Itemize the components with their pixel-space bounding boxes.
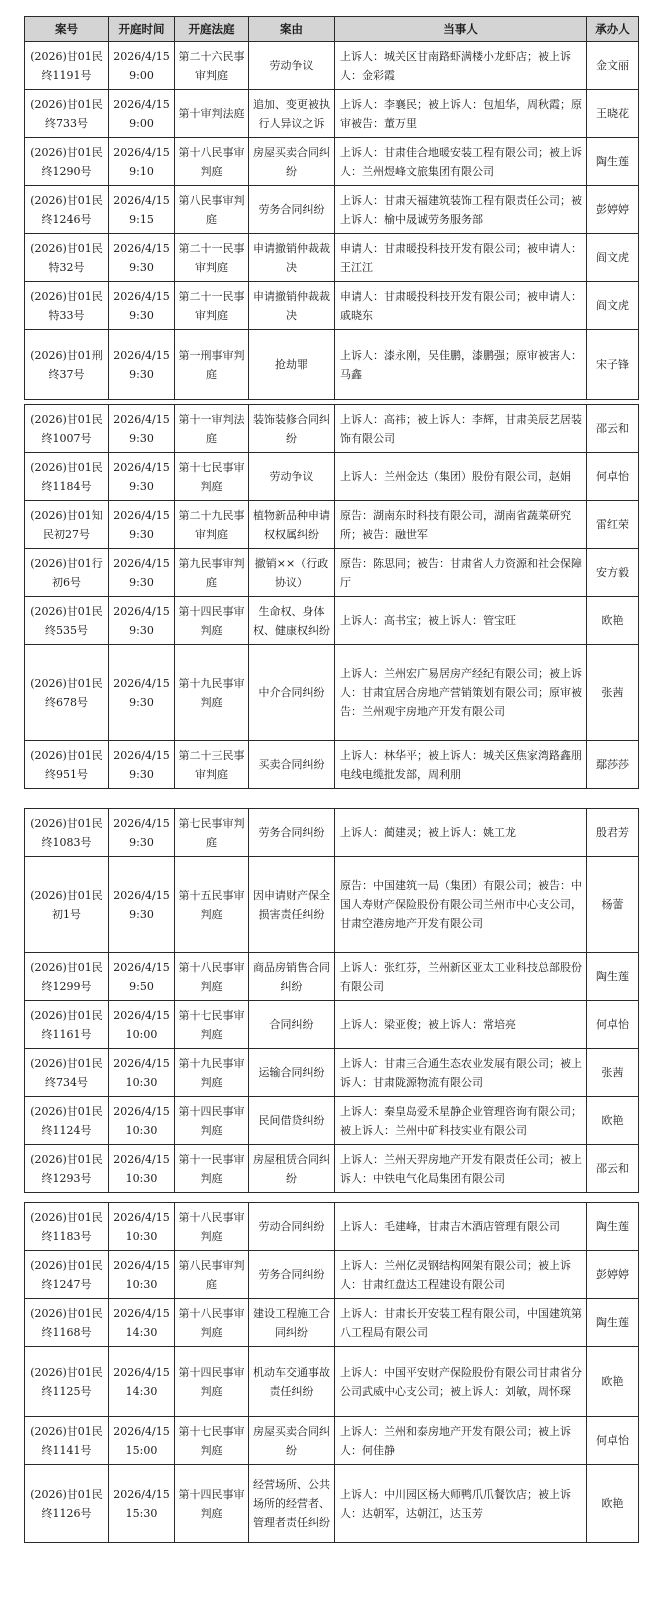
case-number-cell: (2026)甘01民终1124号 — [25, 1097, 109, 1145]
table-row — [25, 90, 639, 138]
judge-cell: 鄢莎莎 — [587, 741, 639, 789]
hearing-time-cell: 2026/4/15 10:30 — [109, 1251, 175, 1299]
courtroom-cell: 第十五民事审判庭 — [175, 857, 249, 953]
judge-cell: 雷红荣 — [587, 501, 639, 549]
parties-cell: 上诉人：高祎；被上诉人：李辉，甘肃美辰艺居装饰有限公司 — [335, 405, 587, 453]
judge-cell: 陶生莲 — [587, 138, 639, 186]
judge-cell: 欧艳 — [587, 1347, 639, 1417]
case-number-cell: (2026)甘01民初1号 — [25, 857, 109, 953]
parties-cell: 上诉人：中国平安财产保险股份有限公司甘肃省分公司武威中心支公司；被上诉人：刘敏，周怀琛 — [335, 1347, 587, 1417]
hearing-time-cell: 2026/4/15 9:15 — [109, 186, 175, 234]
case-number-cell: (2026)甘01民终1246号 — [25, 186, 109, 234]
hearing-time-cell: 2026/4/15 9:30 — [109, 645, 175, 741]
parties-cell: 上诉人：张红芬，兰州新区亚太工业科技总部股份有限公司 — [335, 953, 587, 1001]
courtroom-cell: 第二十一民事审判庭 — [175, 282, 249, 330]
case-number-cell: (2026)甘01民终734号 — [25, 1049, 109, 1097]
hearing-time-cell: 2026/4/15 9:30 — [109, 549, 175, 597]
case-number-cell: (2026)甘01民特33号 — [25, 282, 109, 330]
case-number-cell: (2026)甘01民终1007号 — [25, 405, 109, 453]
cause-cell: 房屋买卖合同纠纷 — [249, 1417, 335, 1465]
table-row — [25, 330, 639, 400]
parties-cell: 上诉人：毛建峰，甘肃吉木酒店管理有限公司 — [335, 1203, 587, 1251]
table-row — [25, 1203, 639, 1251]
parties-cell: 上诉人：城关区甘南路虾满楼小龙虾店；被上诉人：金彩霞 — [335, 42, 587, 90]
judge-cell: 殷君芳 — [587, 809, 639, 857]
cause-cell: 植物新品种申请权权属纠纷 — [249, 501, 335, 549]
case-number-cell: (2026)甘01民终1141号 — [25, 1417, 109, 1465]
judge-cell: 杨蕾 — [587, 857, 639, 953]
case-number-cell: (2026)甘01民终1191号 — [25, 42, 109, 90]
table-row — [25, 186, 639, 234]
schedule-table-section-2 — [24, 404, 639, 789]
courtroom-cell: 第十八民事审判庭 — [175, 1203, 249, 1251]
judge-cell: 阎文虎 — [587, 234, 639, 282]
header-parties: 当事人 — [335, 17, 587, 42]
hearing-time-cell: 2026/4/15 9:30 — [109, 501, 175, 549]
cause-cell: 买卖合同纠纷 — [249, 741, 335, 789]
hearing-time-cell: 2026/4/15 15:30 — [109, 1465, 175, 1543]
cause-cell: 劳动争议 — [249, 42, 335, 90]
table-row — [25, 645, 639, 741]
hearing-time-cell: 2026/4/15 10:30 — [109, 1145, 175, 1193]
parties-cell: 上诉人：梁亚俊；被上诉人：常培亮 — [335, 1001, 587, 1049]
cause-cell: 合同纠纷 — [249, 1001, 335, 1049]
judge-cell: 陶生莲 — [587, 953, 639, 1001]
courtroom-cell: 第二十九民事审判庭 — [175, 501, 249, 549]
hearing-time-cell: 2026/4/15 9:30 — [109, 282, 175, 330]
case-number-cell: (2026)甘01刑终37号 — [25, 330, 109, 400]
judge-cell: 王晓花 — [587, 90, 639, 138]
judge-cell: 陶生莲 — [587, 1299, 639, 1347]
hearing-time-cell: 2026/4/15 10:00 — [109, 1001, 175, 1049]
hearing-time-cell: 2026/4/15 9:10 — [109, 138, 175, 186]
table-row — [25, 138, 639, 186]
parties-cell: 原告：湖南东时科技有限公司，湖南省蔬菜研究所；被告：融世军 — [335, 501, 587, 549]
case-number-cell: (2026)甘01民特32号 — [25, 234, 109, 282]
judge-cell: 邵云和 — [587, 405, 639, 453]
cause-cell: 运输合同纠纷 — [249, 1049, 335, 1097]
case-number-cell: (2026)甘01民终1299号 — [25, 953, 109, 1001]
hearing-time-cell: 2026/4/15 15:00 — [109, 1417, 175, 1465]
cause-cell: 申请撤销仲裁裁决 — [249, 282, 335, 330]
table-row — [25, 1251, 639, 1299]
parties-cell: 上诉人：兰州宏广易居房产经纪有限公司；被上诉人：甘肃宜居合房地产营销策划有限公司；原审被告：兰州观宇房地产开发有限公司 — [335, 645, 587, 741]
courtroom-cell: 第十四民事审判庭 — [175, 1347, 249, 1417]
courtroom-cell: 第二十三民事审判庭 — [175, 741, 249, 789]
case-number-cell: (2026)甘01民终678号 — [25, 645, 109, 741]
parties-cell: 上诉人：高书宝；被上诉人：管宝旺 — [335, 597, 587, 645]
schedule-table — [24, 808, 639, 1193]
parties-cell: 申请人：甘肃暖投科技开发有限公司；被申请人：戚晓东 — [335, 282, 587, 330]
table-row — [25, 857, 639, 953]
header-cause: 案由 — [249, 17, 335, 42]
cause-cell: 撤销××（行政协议） — [249, 549, 335, 597]
schedule-table — [24, 1202, 639, 1543]
judge-cell: 宋子锋 — [587, 330, 639, 400]
courtroom-cell: 第二十六民事审判庭 — [175, 42, 249, 90]
header-courtroom: 开庭法庭 — [175, 17, 249, 42]
parties-cell: 上诉人：漆永刚，吴佳鹏，漆鹏强；原审被害人：马鑫 — [335, 330, 587, 400]
cause-cell: 中介合同纠纷 — [249, 645, 335, 741]
judge-cell: 欧艳 — [587, 1097, 639, 1145]
case-number-cell: (2026)甘01民终1125号 — [25, 1347, 109, 1417]
hearing-time-cell: 2026/4/15 14:30 — [109, 1347, 175, 1417]
hearing-time-cell: 2026/4/15 10:30 — [109, 1049, 175, 1097]
table-row — [25, 501, 639, 549]
case-number-cell: (2026)甘01民终1290号 — [25, 138, 109, 186]
courtroom-cell: 第十八民事审判庭 — [175, 138, 249, 186]
hearing-time-cell: 2026/4/15 10:30 — [109, 1203, 175, 1251]
schedule-table-section-4 — [24, 1202, 639, 1543]
courtroom-cell: 第七民事审判庭 — [175, 809, 249, 857]
parties-cell: 原告：陈思同；被告：甘肃省人力资源和社会保障厅 — [335, 549, 587, 597]
case-number-cell: (2026)甘01民终1161号 — [25, 1001, 109, 1049]
judge-cell: 阎文虎 — [587, 282, 639, 330]
schedule-table — [24, 404, 639, 789]
table-row — [25, 1097, 639, 1145]
cause-cell: 建设工程施工合同纠纷 — [249, 1299, 335, 1347]
hearing-time-cell: 2026/4/15 14:30 — [109, 1299, 175, 1347]
parties-cell: 上诉人：甘肃长开安装工程有限公司，中国建筑第八工程局有限公司 — [335, 1299, 587, 1347]
table-row — [25, 597, 639, 645]
parties-cell: 上诉人：甘肃三合通生态农业发展有限公司；被上诉人：甘肃陇源物流有限公司 — [335, 1049, 587, 1097]
cause-cell: 房屋租赁合同纠纷 — [249, 1145, 335, 1193]
judge-cell: 何卓怡 — [587, 453, 639, 501]
cause-cell: 劳务合同纠纷 — [249, 186, 335, 234]
cause-cell: 因申请财产保全损害责任纠纷 — [249, 857, 335, 953]
courtroom-cell: 第十八民事审判庭 — [175, 1299, 249, 1347]
case-number-cell: (2026)甘01民终733号 — [25, 90, 109, 138]
table-row — [25, 549, 639, 597]
hearing-time-cell: 2026/4/15 10:30 — [109, 1097, 175, 1145]
case-number-cell: (2026)甘01行初6号 — [25, 549, 109, 597]
courtroom-cell: 第十四民事审判庭 — [175, 1097, 249, 1145]
parties-cell: 申请人：甘肃暖投科技开发有限公司；被申请人：王江江 — [335, 234, 587, 282]
courtroom-cell: 第十审判法庭 — [175, 90, 249, 138]
cause-cell: 装饰装修合同纠纷 — [249, 405, 335, 453]
judge-cell: 金文丽 — [587, 42, 639, 90]
parties-cell: 上诉人：秦皇岛爱禾星静企业管理咨询有限公司；被上诉人：兰州中矿科技实业有限公司 — [335, 1097, 587, 1145]
case-number-cell: (2026)甘01民终1168号 — [25, 1299, 109, 1347]
table-row — [25, 1299, 639, 1347]
cause-cell: 经营场所、公共场所的经营者、管理者责任纠纷 — [249, 1465, 335, 1543]
cause-cell: 申请撤销仲裁裁决 — [249, 234, 335, 282]
case-number-cell: (2026)甘01民终1293号 — [25, 1145, 109, 1193]
schedule-table-section-1 — [24, 16, 639, 400]
cause-cell: 劳动合同纠纷 — [249, 1203, 335, 1251]
hearing-time-cell: 2026/4/15 9:50 — [109, 953, 175, 1001]
courtroom-cell: 第十八民事审判庭 — [175, 953, 249, 1001]
case-number-cell: (2026)甘01民终1183号 — [25, 1203, 109, 1251]
courtroom-cell: 第九民事审判庭 — [175, 549, 249, 597]
courtroom-cell: 第十四民事审判庭 — [175, 1465, 249, 1543]
case-number-cell: (2026)甘01民终1083号 — [25, 809, 109, 857]
hearing-time-cell: 2026/4/15 9:30 — [109, 741, 175, 789]
judge-cell: 安方毅 — [587, 549, 639, 597]
case-number-cell: (2026)甘01民终951号 — [25, 741, 109, 789]
judge-cell: 邵云和 — [587, 1145, 639, 1193]
judge-cell: 彭婷婷 — [587, 1251, 639, 1299]
hearing-time-cell: 2026/4/15 9:00 — [109, 42, 175, 90]
case-number-cell: (2026)甘01民终1184号 — [25, 453, 109, 501]
case-number-cell: (2026)甘01民终535号 — [25, 597, 109, 645]
hearing-time-cell: 2026/4/15 9:30 — [109, 405, 175, 453]
parties-cell: 原告：中国建筑一局（集团）有限公司；被告：中国人寿财产保险股份有限公司兰州市中心支公司，甘肃空港房地产开发有限公司 — [335, 857, 587, 953]
table-header-row — [25, 17, 639, 42]
judge-cell: 陶生莲 — [587, 1203, 639, 1251]
hearing-time-cell: 2026/4/15 9:00 — [109, 90, 175, 138]
table-row — [25, 1465, 639, 1543]
table-row — [25, 809, 639, 857]
table-row — [25, 1417, 639, 1465]
cause-cell: 机动车交通事故责任纠纷 — [249, 1347, 335, 1417]
courtroom-cell: 第十一民事审判庭 — [175, 1145, 249, 1193]
parties-cell: 上诉人：李襄民；被上诉人：包旭华，周秋霞；原审被告：董万里 — [335, 90, 587, 138]
judge-cell: 欧艳 — [587, 1465, 639, 1543]
parties-cell: 上诉人：甘肃佳合地暖安装工程有限公司；被上诉人：兰州煜峰文旅集团有限公司 — [335, 138, 587, 186]
cause-cell: 劳务合同纠纷 — [249, 1251, 335, 1299]
courtroom-cell: 第十一审判法庭 — [175, 405, 249, 453]
case-number-cell: (2026)甘01民终1126号 — [25, 1465, 109, 1543]
table-row — [25, 1347, 639, 1417]
table-row — [25, 1145, 639, 1193]
hearing-time-cell: 2026/4/15 9:30 — [109, 234, 175, 282]
case-number-cell: (2026)甘01知民初27号 — [25, 501, 109, 549]
courtroom-cell: 第十四民事审判庭 — [175, 597, 249, 645]
judge-cell: 彭婷婷 — [587, 186, 639, 234]
parties-cell: 上诉人：甘肃天福建筑装饰工程有限责任公司；被上诉人：榆中晟诚劳务服务部 — [335, 186, 587, 234]
cause-cell: 抢劫罪 — [249, 330, 335, 400]
judge-cell: 张茜 — [587, 1049, 639, 1097]
cause-cell: 生命权、身体权、健康权纠纷 — [249, 597, 335, 645]
schedule-table — [24, 16, 639, 400]
courtroom-cell: 第二十一民事审判庭 — [175, 234, 249, 282]
case-number-cell: (2026)甘01民终1247号 — [25, 1251, 109, 1299]
judge-cell: 何卓怡 — [587, 1001, 639, 1049]
schedule-table-section-3 — [24, 808, 639, 1193]
parties-cell: 上诉人：蔺建灵；被上诉人：姚工龙 — [335, 809, 587, 857]
hearing-time-cell: 2026/4/15 9:30 — [109, 453, 175, 501]
courtroom-cell: 第八民事审判庭 — [175, 186, 249, 234]
table-row — [25, 1049, 639, 1097]
cause-cell: 房屋买卖合同纠纷 — [249, 138, 335, 186]
courtroom-cell: 第十九民事审判庭 — [175, 1049, 249, 1097]
hearing-time-cell: 2026/4/15 9:30 — [109, 330, 175, 400]
table-row — [25, 453, 639, 501]
parties-cell: 上诉人：兰州金达（集团）股份有限公司，赵娟 — [335, 453, 587, 501]
hearing-time-cell: 2026/4/15 9:30 — [109, 857, 175, 953]
table-row — [25, 953, 639, 1001]
table-row — [25, 405, 639, 453]
table-row — [25, 741, 639, 789]
parties-cell: 上诉人：中川园区杨大师鸭爪爪餐饮店；被上诉人：达朝军，达朝江，达玉芳 — [335, 1465, 587, 1543]
judge-cell: 何卓怡 — [587, 1417, 639, 1465]
table-row — [25, 1001, 639, 1049]
table-row — [25, 282, 639, 330]
cause-cell: 劳务合同纠纷 — [249, 809, 335, 857]
courtroom-cell: 第十七民事审判庭 — [175, 453, 249, 501]
table-row — [25, 42, 639, 90]
parties-cell: 上诉人：兰州亿灵钢结构网架有限公司；被上诉人：甘肃红盘达工程建设有限公司 — [335, 1251, 587, 1299]
courtroom-cell: 第一刑事审判庭 — [175, 330, 249, 400]
parties-cell: 上诉人：兰州和泰房地产开发有限公司；被上诉人：何佳静 — [335, 1417, 587, 1465]
parties-cell: 上诉人：林华平；被上诉人：城关区焦家湾路鑫朋电线电缆批发部，周利朋 — [335, 741, 587, 789]
courtroom-cell: 第八民事审判庭 — [175, 1251, 249, 1299]
parties-cell: 上诉人：兰州天羿房地产开发有限责任公司；被上诉人：中铁电气化局集团有限公司 — [335, 1145, 587, 1193]
hearing-time-cell: 2026/4/15 9:30 — [109, 597, 175, 645]
header-judge: 承办人 — [587, 17, 639, 42]
judge-cell: 张茜 — [587, 645, 639, 741]
hearing-time-cell: 2026/4/15 9:30 — [109, 809, 175, 857]
header-hearing-time: 开庭时间 — [109, 17, 175, 42]
table-row — [25, 234, 639, 282]
cause-cell: 商品房销售合同纠纷 — [249, 953, 335, 1001]
cause-cell: 劳动争议 — [249, 453, 335, 501]
courtroom-cell: 第十九民事审判庭 — [175, 645, 249, 741]
courtroom-cell: 第十七民事审判庭 — [175, 1001, 249, 1049]
judge-cell: 欧艳 — [587, 597, 639, 645]
header-case-number: 案号 — [25, 17, 109, 42]
cause-cell: 民间借贷纠纷 — [249, 1097, 335, 1145]
cause-cell: 追加、变更被执行人异议之诉 — [249, 90, 335, 138]
courtroom-cell: 第十七民事审判庭 — [175, 1417, 249, 1465]
